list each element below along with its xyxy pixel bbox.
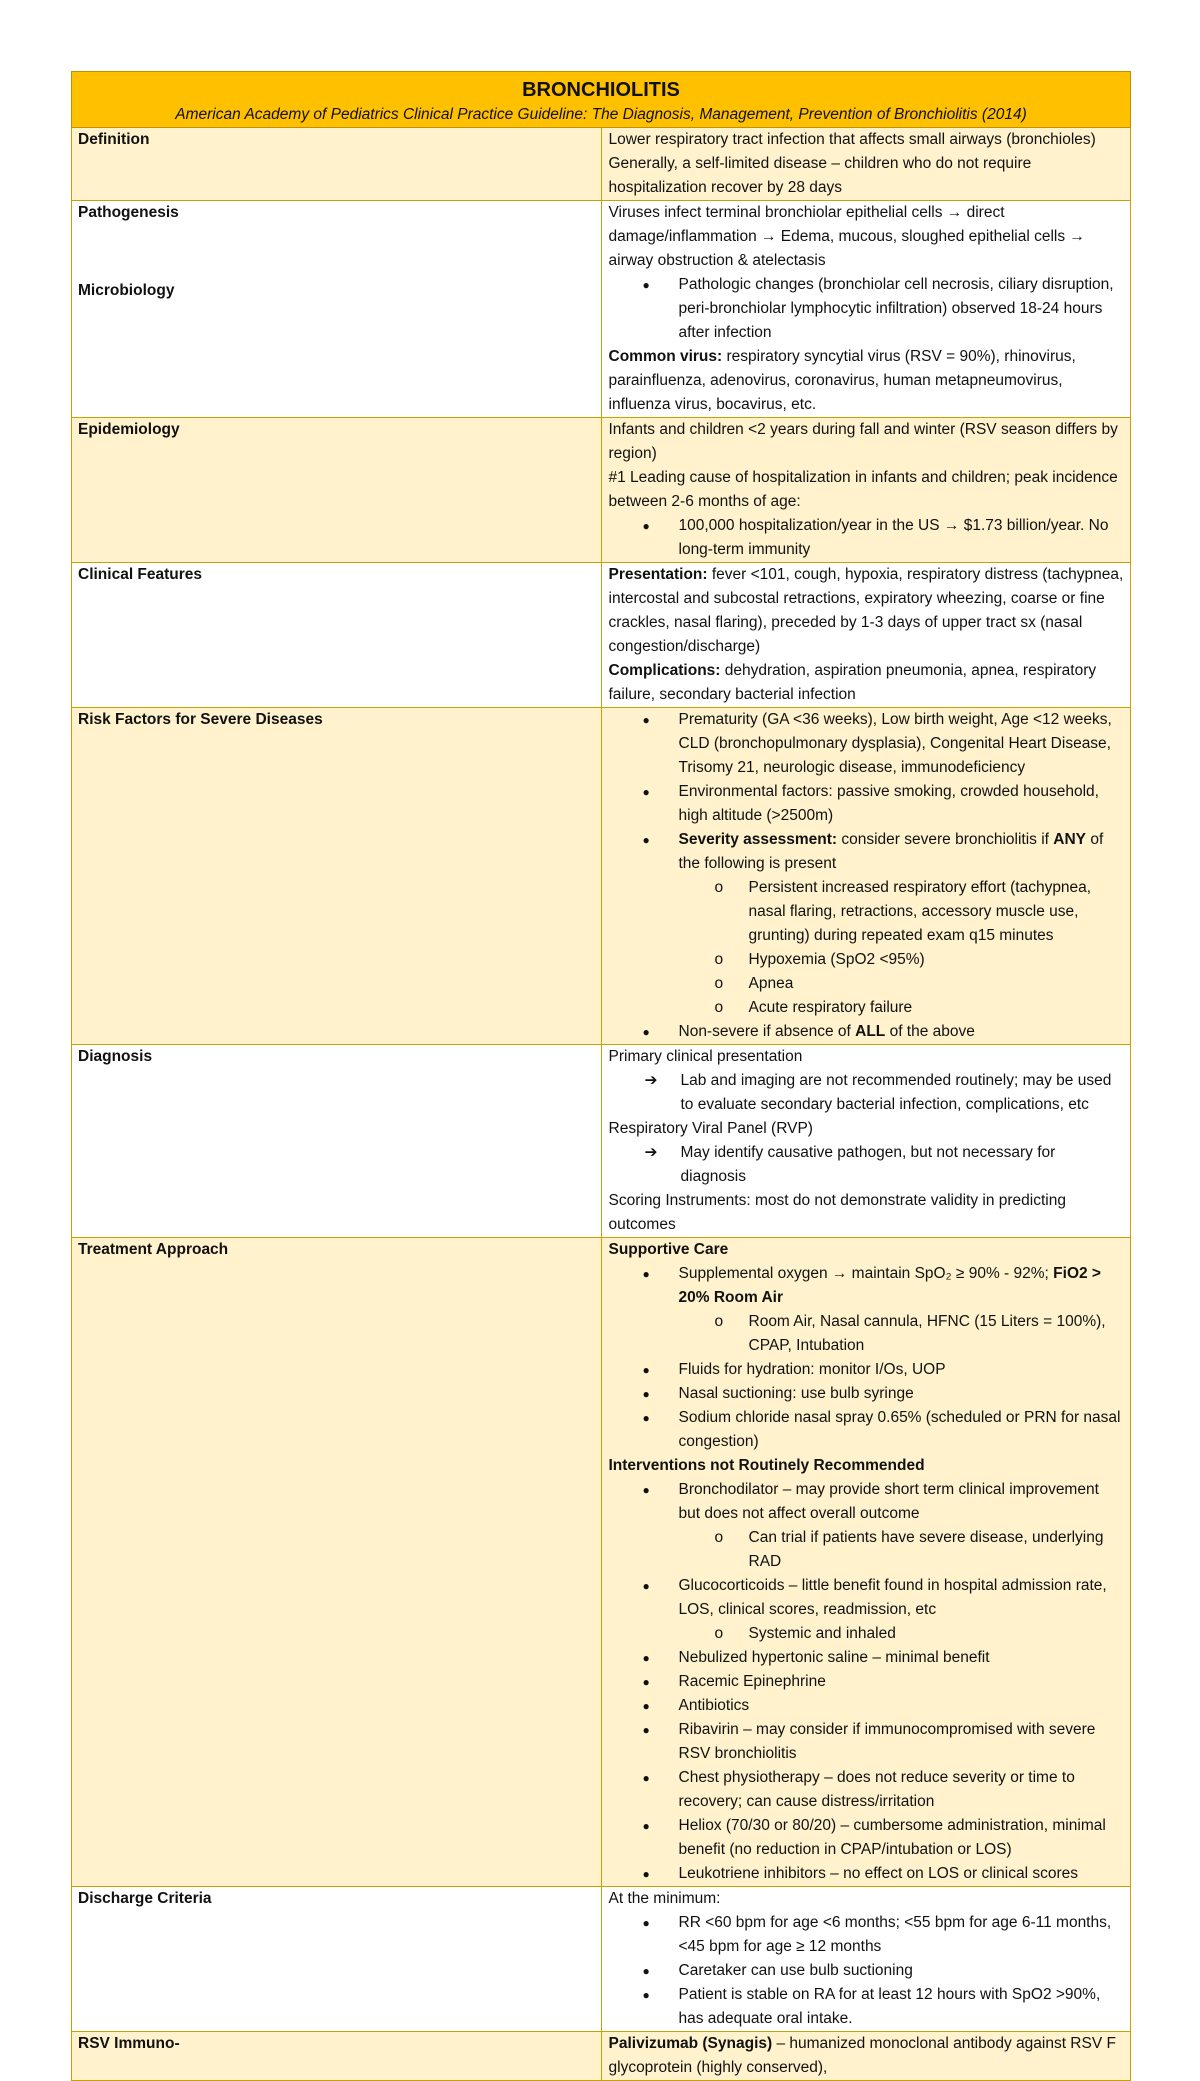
bullet-icon: ●	[642, 519, 650, 533]
bullet-icon: ●	[642, 833, 650, 847]
text-line: Presentation: fever <101, cough, hypoxia, respiratory distress (tachypnea, intercostal and subcostal retractions, expiratory wheezing, coarse or fine crackles, nasal flaring), preceded by 1-3 days of upper tract sx (nasal congestion/discharge)	[608, 566, 1124, 655]
list-item: ● Leukotriene inhibitors – no effect on LOS or clinical scores	[609, 1862, 1125, 1886]
bullet-icon: ●	[642, 1267, 650, 1281]
clinical-features-row	[72, 563, 1131, 708]
pathogenesis-label: Pathogenesis	[78, 204, 179, 221]
list-item: ● Sodium chloride nasal spray 0.65% (scheduled or PRN for nasal congestion)	[609, 1406, 1125, 1454]
list-item: ● Ribavirin – may consider if immunocompromised with severe RSV bronchiolitis	[609, 1718, 1125, 1766]
bullet-icon: ●	[642, 1651, 650, 1665]
bullet-icon: ●	[642, 278, 650, 292]
row-content	[601, 1045, 1131, 1238]
circle-bullet-icon: o	[714, 1313, 724, 1330]
text-line: At the minimum:	[608, 1890, 721, 1907]
circle-bullet-icon: o	[714, 1625, 724, 1642]
header-row	[72, 72, 1131, 128]
row-label: Diagnosis	[72, 1045, 602, 1238]
row-content	[601, 563, 1131, 708]
text-line: Scoring Instruments: most do not demonstrate validity in predicting outcomes	[608, 1192, 1066, 1233]
sub-list-item: o Acute respiratory failure	[609, 996, 1125, 1020]
row-content	[601, 1238, 1131, 1887]
circle-bullet-icon: o	[714, 879, 724, 896]
bullet-icon: ●	[642, 1699, 650, 1713]
bullet-icon: ●	[642, 1867, 650, 1881]
sub-list-item: o Room Air, Nasal cannula, HFNC (15 Liters = 100%), CPAP, Intubation	[609, 1310, 1125, 1358]
bullet-icon: ●	[642, 1819, 650, 1833]
text-line: Primary clinical presentation	[608, 1048, 803, 1065]
sub-list-item: o Hypoxemia (SpO2 <95%)	[609, 948, 1125, 972]
text-line: Common virus: respiratory syncytial virus (RSV = 90%), rhinovirus, parainfluenza, adenovirus, coronavirus, human metapneumovirus, influenza virus, bocavirus, etc.	[608, 348, 1076, 413]
text-line: Respiratory Viral Panel (RVP)	[608, 1120, 813, 1137]
bullet-icon: ●	[642, 785, 650, 799]
document-page	[71, 71, 1131, 2081]
row-label: Clinical Features	[72, 563, 602, 708]
text-line: Complications: dehydration, aspiration pneumonia, apnea, respiratory failure, secondary bacterial infection	[608, 662, 1097, 703]
text-line: #1 Leading cause of hospitalization in infants and children; peak incidence between 2-6 months of age:	[608, 469, 1118, 510]
list-item: ● Environmental factors: passive smoking, crowded household, high altitude (>2500m)	[609, 780, 1125, 828]
list-item: ● Heliox (70/30 or 80/20) – cumbersome administration, minimal benefit (no reduction in CPAP/intubation or LOS)	[609, 1814, 1125, 1862]
row-label: Treatment Approach	[72, 1238, 602, 1887]
list-item: ● 100,000 hospitalization/year in the US → $1.73 billion/year. No long-term immunity	[609, 514, 1125, 562]
row-label: RSV Immuno-	[72, 2032, 602, 2081]
arrow-item: ➔ Lab and imaging are not recommended routinely; may be used to evaluate secondary bacterial infection, complications, etc	[609, 1069, 1125, 1117]
document-title: BRONCHIOLITIS	[522, 79, 680, 101]
row-label: Epidemiology	[72, 418, 602, 563]
bullet-icon: ●	[642, 1363, 650, 1377]
discharge-criteria-row	[72, 1887, 1131, 2032]
list-item: ● Pathologic changes (bronchiolar cell necrosis, ciliary disruption, peri-bronchiolar lymphocytic infiltration) observed 18-24 hours after infection	[609, 273, 1125, 345]
bullet-icon: ●	[642, 1916, 650, 1930]
epidemiology-row	[72, 418, 1131, 563]
circle-bullet-icon: o	[714, 1529, 724, 1546]
circle-bullet-icon: o	[714, 951, 724, 968]
row-content	[601, 2032, 1131, 2081]
text-line: Palivizumab (Synagis) – humanized monoclonal antibody against RSV F glycoprotein (highly conserved),	[608, 2035, 1116, 2076]
list-item: ● Racemic Epinephrine	[609, 1670, 1125, 1694]
circle-bullet-icon: o	[714, 975, 724, 992]
rsv-immuno-row	[72, 2032, 1131, 2081]
text-line: Generally, a self-limited disease – children who do not require hospitalization recover by 28 days	[608, 155, 1032, 196]
arrow-icon: ➔	[644, 1144, 658, 1161]
risk-factors-row	[72, 708, 1131, 1045]
row-label: Definition	[72, 128, 602, 201]
row-label	[72, 201, 602, 418]
row-content	[601, 708, 1131, 1045]
bullet-icon: ●	[642, 1483, 650, 1497]
bullet-icon: ●	[642, 1579, 650, 1593]
list-item: ● Prematurity (GA <36 weeks), Low birth weight, Age <12 weeks, CLD (bronchopulmonary dysplasia), Congenital Heart Disease, Trisomy 21, neurologic disease, immunodeficiency	[609, 708, 1125, 780]
bullet-icon: ●	[642, 1387, 650, 1401]
list-item: ● Patient is stable on RA for at least 12 hours with SpO2 >90%, has adequate oral intake.	[609, 1983, 1125, 2031]
diagnosis-row	[72, 1045, 1131, 1238]
row-label: Discharge Criteria	[72, 1887, 602, 2032]
list-item: ● Non-severe if absence of ALL of the above	[609, 1020, 1125, 1044]
row-content	[601, 1887, 1131, 2032]
text-line: Infants and children <2 years during fall and winter (RSV season differs by region)	[608, 421, 1118, 462]
row-content	[601, 418, 1131, 563]
list-item: ● Antibiotics	[609, 1694, 1125, 1718]
list-item: ● Fluids for hydration: monitor I/Os, UOP	[609, 1358, 1125, 1382]
bullet-icon: ●	[642, 1411, 650, 1425]
bullet-icon: ●	[642, 713, 650, 727]
list-item: ● Bronchodilator – may provide short term clinical improvement but does not affect overall outcome	[609, 1478, 1125, 1526]
list-item: ● RR <60 bpm for age <6 months; <55 bpm for age 6-11 months, <45 bpm for age ≥ 12 months	[609, 1911, 1125, 1959]
bullet-icon: ●	[642, 1771, 650, 1785]
list-item: ● Nebulized hypertonic saline – minimal benefit	[609, 1646, 1125, 1670]
sub-list-item: o Apnea	[609, 972, 1125, 996]
header-cell	[72, 72, 1131, 128]
list-item: ● Supplemental oxygen → maintain SpO₂ ≥ 90% - 92%; FiO2 > 20% Room Air	[609, 1262, 1125, 1310]
sub-list-item: o Systemic and inhaled	[609, 1622, 1125, 1646]
sub-list-item: o Can trial if patients have severe disease, underlying RAD	[609, 1526, 1125, 1574]
row-content	[601, 128, 1131, 201]
text-line: Viruses infect terminal bronchiolar epithelial cells → direct damage/inflammation → Edema, mucous, sloughed epithelial cells → airway obstruction & atelectasis	[608, 204, 1085, 269]
sub-list-item: o Persistent increased respiratory effort (tachypnea, nasal flaring, retractions, accessory muscle use, grunting) during repeated exam q15 minutes	[609, 876, 1125, 948]
microbiology-label: Microbiology	[78, 282, 175, 299]
row-content	[601, 201, 1131, 418]
bullet-icon: ●	[642, 1964, 650, 1978]
row-label: Risk Factors for Severe Diseases	[72, 708, 602, 1045]
definition-row	[72, 128, 1131, 201]
list-item: ● Severity assessment: consider severe bronchiolitis if ANY of the following is present	[609, 828, 1125, 876]
bullet-icon: ●	[642, 1723, 650, 1737]
bullet-icon: ●	[642, 1988, 650, 2002]
section-heading: Interventions not Routinely Recommended	[608, 1457, 925, 1474]
document-subtitle: American Academy of Pediatrics Clinical Practice Guideline: The Diagnosis, Management, Prevention of Bronchiolitis (2014)	[175, 106, 1027, 123]
list-item: ● Caretaker can use bulb suctioning	[609, 1959, 1125, 1983]
pathogenesis-row	[72, 201, 1131, 418]
bullet-icon: ●	[642, 1675, 650, 1689]
treatment-row	[72, 1238, 1131, 1887]
circle-bullet-icon: o	[714, 999, 724, 1016]
section-heading: Supportive Care	[608, 1241, 729, 1258]
text-line: Lower respiratory tract infection that affects small airways (bronchioles)	[608, 131, 1096, 148]
list-item: ● Glucocorticoids – little benefit found in hospital admission rate, LOS, clinical scores, readmission, etc	[609, 1574, 1125, 1622]
bronchiolitis-table	[71, 71, 1131, 2081]
bullet-icon: ●	[642, 1025, 650, 1039]
list-item: ● Chest physiotherapy – does not reduce severity or time to recovery; can cause distress/irritation	[609, 1766, 1125, 1814]
arrow-item: ➔ May identify causative pathogen, but not necessary for diagnosis	[609, 1141, 1125, 1189]
arrow-icon: ➔	[644, 1072, 658, 1089]
list-item: ● Nasal suctioning: use bulb syringe	[609, 1382, 1125, 1406]
